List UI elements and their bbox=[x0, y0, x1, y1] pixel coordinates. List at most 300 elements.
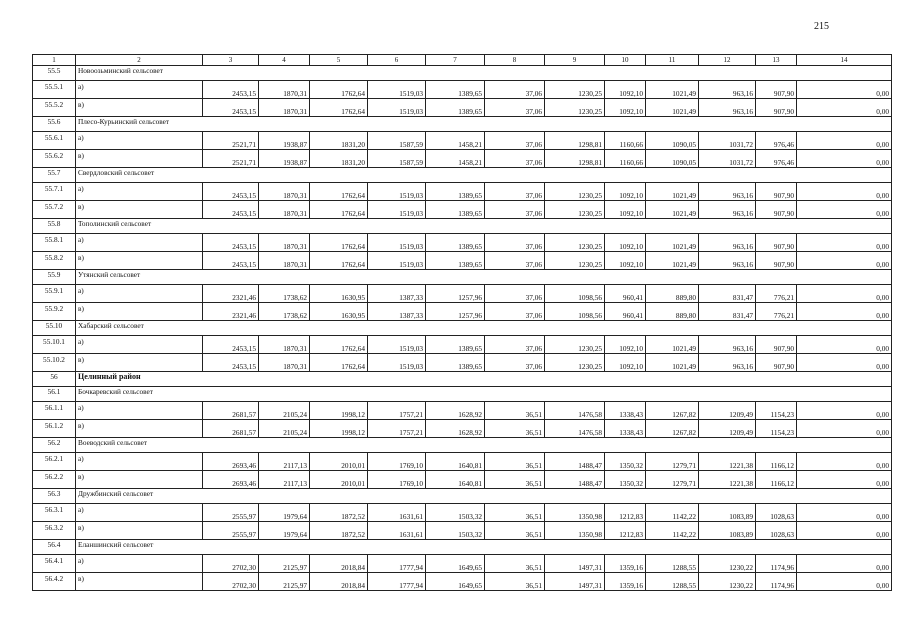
value-cell: 37,06 bbox=[485, 99, 545, 117]
value-cell: 1021,49 bbox=[646, 81, 699, 99]
value-cell: 2018,84 bbox=[310, 555, 368, 573]
value-cell: 1649,65 bbox=[426, 555, 485, 573]
value-cell: 1872,52 bbox=[310, 522, 368, 540]
value-cell: 1350,32 bbox=[605, 471, 646, 489]
value-cell: 907,90 bbox=[756, 252, 797, 270]
value-cell: 1640,81 bbox=[426, 471, 485, 489]
value-cell: 1257,96 bbox=[426, 303, 485, 321]
value-cell: 1762,64 bbox=[310, 252, 368, 270]
value-cell: 1090,05 bbox=[646, 132, 699, 150]
row-label: в) bbox=[76, 150, 203, 168]
value-cell: 0,00 bbox=[797, 420, 892, 438]
value-cell: 2453,15 bbox=[203, 354, 259, 372]
table-row bbox=[33, 354, 892, 372]
row-label: в) bbox=[76, 354, 203, 372]
section-row bbox=[33, 219, 892, 234]
value-cell: 1631,61 bbox=[368, 504, 426, 522]
section-name: Еланшинский сельсовет bbox=[76, 540, 892, 555]
value-cell: 1458,21 bbox=[426, 132, 485, 150]
row-code: 55.6.2 bbox=[33, 150, 76, 168]
value-cell: 1389,65 bbox=[426, 252, 485, 270]
value-cell: 1092,10 bbox=[605, 234, 646, 252]
row-code: 55.8.1 bbox=[33, 234, 76, 252]
value-cell: 1092,10 bbox=[605, 99, 646, 117]
value-cell: 2117,13 bbox=[259, 453, 310, 471]
value-cell: 0,00 bbox=[797, 132, 892, 150]
value-cell: 2125,97 bbox=[259, 555, 310, 573]
value-cell: 0,00 bbox=[797, 234, 892, 252]
value-cell: 1288,55 bbox=[646, 555, 699, 573]
value-cell: 1519,03 bbox=[368, 234, 426, 252]
row-code: 55.10.1 bbox=[33, 336, 76, 354]
section-name: Свердловский сельсовет bbox=[76, 168, 892, 183]
value-cell: 37,06 bbox=[485, 234, 545, 252]
value-cell: 2453,15 bbox=[203, 81, 259, 99]
value-cell: 1154,23 bbox=[756, 420, 797, 438]
value-cell: 0,00 bbox=[797, 183, 892, 201]
value-cell: 2453,15 bbox=[203, 234, 259, 252]
value-cell: 2018,84 bbox=[310, 573, 368, 591]
table-body bbox=[33, 66, 892, 591]
value-cell: 963,16 bbox=[699, 201, 756, 219]
value-cell: 1979,64 bbox=[259, 522, 310, 540]
value-cell: 1142,22 bbox=[646, 522, 699, 540]
value-cell: 1257,96 bbox=[426, 285, 485, 303]
value-cell: 1098,56 bbox=[545, 285, 605, 303]
district-row bbox=[33, 372, 892, 387]
value-cell: 1630,95 bbox=[310, 285, 368, 303]
row-code: 55.7.1 bbox=[33, 183, 76, 201]
value-cell: 1021,49 bbox=[646, 183, 699, 201]
value-cell: 1519,03 bbox=[368, 336, 426, 354]
row-label: в) bbox=[76, 573, 203, 591]
value-cell: 1350,98 bbox=[545, 522, 605, 540]
value-cell: 1230,25 bbox=[545, 201, 605, 219]
value-cell: 1628,92 bbox=[426, 420, 485, 438]
value-cell: 0,00 bbox=[797, 402, 892, 420]
value-cell: 1769,10 bbox=[368, 471, 426, 489]
value-cell: 0,00 bbox=[797, 81, 892, 99]
value-cell: 1938,87 bbox=[259, 150, 310, 168]
value-cell: 907,90 bbox=[756, 354, 797, 372]
value-cell: 1221,38 bbox=[699, 471, 756, 489]
value-cell: 1021,49 bbox=[646, 201, 699, 219]
value-cell: 1519,03 bbox=[368, 99, 426, 117]
value-cell: 1870,31 bbox=[259, 354, 310, 372]
value-cell: 2010,01 bbox=[310, 471, 368, 489]
row-code: 55.9.2 bbox=[33, 303, 76, 321]
row-label: а) bbox=[76, 453, 203, 471]
value-cell: 1870,31 bbox=[259, 201, 310, 219]
value-cell: 960,41 bbox=[605, 285, 646, 303]
column-header: 4 bbox=[259, 55, 310, 66]
section-code: 55.6 bbox=[33, 117, 76, 132]
value-cell: 1279,71 bbox=[646, 453, 699, 471]
value-cell: 1488,47 bbox=[545, 471, 605, 489]
value-cell: 2681,57 bbox=[203, 420, 259, 438]
value-cell: 1389,65 bbox=[426, 99, 485, 117]
value-cell: 1021,49 bbox=[646, 354, 699, 372]
value-cell: 1092,10 bbox=[605, 354, 646, 372]
section-code: 55.5 bbox=[33, 66, 76, 81]
value-cell: 36,51 bbox=[485, 522, 545, 540]
table-row bbox=[33, 201, 892, 219]
table-row bbox=[33, 402, 892, 420]
value-cell: 0,00 bbox=[797, 336, 892, 354]
value-cell: 1979,64 bbox=[259, 504, 310, 522]
value-cell: 1640,81 bbox=[426, 453, 485, 471]
value-cell: 907,90 bbox=[756, 336, 797, 354]
value-cell: 1762,64 bbox=[310, 183, 368, 201]
row-label: в) bbox=[76, 252, 203, 270]
value-cell: 37,06 bbox=[485, 81, 545, 99]
value-cell: 1458,21 bbox=[426, 150, 485, 168]
row-label: в) bbox=[76, 201, 203, 219]
table-row bbox=[33, 234, 892, 252]
value-cell: 0,00 bbox=[797, 522, 892, 540]
row-label: в) bbox=[76, 522, 203, 540]
district-code: 56 bbox=[33, 372, 76, 387]
column-header: 7 bbox=[426, 55, 485, 66]
value-cell: 1021,49 bbox=[646, 336, 699, 354]
value-cell: 907,90 bbox=[756, 234, 797, 252]
value-cell: 1021,49 bbox=[646, 252, 699, 270]
value-cell: 907,90 bbox=[756, 183, 797, 201]
row-code: 56.4.1 bbox=[33, 555, 76, 573]
row-label: в) bbox=[76, 99, 203, 117]
section-row bbox=[33, 387, 892, 402]
value-cell: 1762,64 bbox=[310, 81, 368, 99]
table-row bbox=[33, 303, 892, 321]
section-code: 55.7 bbox=[33, 168, 76, 183]
row-code: 55.8.2 bbox=[33, 252, 76, 270]
value-cell: 1092,10 bbox=[605, 252, 646, 270]
column-header: 1 bbox=[33, 55, 76, 66]
value-cell: 1831,20 bbox=[310, 150, 368, 168]
value-cell: 1350,98 bbox=[545, 504, 605, 522]
value-cell: 1387,33 bbox=[368, 285, 426, 303]
value-cell: 1160,66 bbox=[605, 132, 646, 150]
value-cell: 1209,49 bbox=[699, 402, 756, 420]
section-name: Хабарский сельсовет bbox=[76, 321, 892, 336]
row-code: 55.10.2 bbox=[33, 354, 76, 372]
value-cell: 37,06 bbox=[485, 285, 545, 303]
value-cell: 1359,16 bbox=[605, 573, 646, 591]
value-cell: 1160,66 bbox=[605, 150, 646, 168]
row-code: 55.9.1 bbox=[33, 285, 76, 303]
value-cell: 1267,82 bbox=[646, 402, 699, 420]
value-cell: 1166,12 bbox=[756, 453, 797, 471]
value-cell: 2681,57 bbox=[203, 402, 259, 420]
row-label: а) bbox=[76, 183, 203, 201]
value-cell: 1098,56 bbox=[545, 303, 605, 321]
row-label: а) bbox=[76, 555, 203, 573]
value-cell: 1757,21 bbox=[368, 402, 426, 420]
table-row bbox=[33, 504, 892, 522]
value-cell: 907,90 bbox=[756, 201, 797, 219]
value-cell: 963,16 bbox=[699, 234, 756, 252]
value-cell: 0,00 bbox=[797, 471, 892, 489]
value-cell: 1488,47 bbox=[545, 453, 605, 471]
value-cell: 963,16 bbox=[699, 183, 756, 201]
row-code: 56.2.2 bbox=[33, 471, 76, 489]
value-cell: 1230,25 bbox=[545, 354, 605, 372]
value-cell: 1338,43 bbox=[605, 420, 646, 438]
value-cell: 963,16 bbox=[699, 354, 756, 372]
row-code: 55.7.2 bbox=[33, 201, 76, 219]
value-cell: 1021,49 bbox=[646, 234, 699, 252]
table-row bbox=[33, 453, 892, 471]
section-name: Плесо-Курьинский сельсовет bbox=[76, 117, 892, 132]
value-cell: 1298,81 bbox=[545, 150, 605, 168]
value-cell: 1230,25 bbox=[545, 252, 605, 270]
value-cell: 2693,46 bbox=[203, 471, 259, 489]
value-cell: 963,16 bbox=[699, 252, 756, 270]
value-cell: 1031,72 bbox=[699, 132, 756, 150]
column-header: 9 bbox=[545, 55, 605, 66]
value-cell: 776,21 bbox=[756, 303, 797, 321]
value-cell: 0,00 bbox=[797, 354, 892, 372]
section-row bbox=[33, 168, 892, 183]
value-cell: 1230,25 bbox=[545, 234, 605, 252]
section-row bbox=[33, 489, 892, 504]
value-cell: 1757,21 bbox=[368, 420, 426, 438]
value-cell: 1631,61 bbox=[368, 522, 426, 540]
value-cell: 36,51 bbox=[485, 555, 545, 573]
value-cell: 1174,96 bbox=[756, 573, 797, 591]
table-header bbox=[33, 55, 892, 66]
value-cell: 1221,38 bbox=[699, 453, 756, 471]
value-cell: 2453,15 bbox=[203, 99, 259, 117]
value-cell: 2702,30 bbox=[203, 555, 259, 573]
row-label: а) bbox=[76, 336, 203, 354]
value-cell: 0,00 bbox=[797, 99, 892, 117]
value-cell: 1212,83 bbox=[605, 504, 646, 522]
value-cell: 2702,30 bbox=[203, 573, 259, 591]
value-cell: 963,16 bbox=[699, 99, 756, 117]
value-cell: 2105,24 bbox=[259, 402, 310, 420]
section-code: 56.4 bbox=[33, 540, 76, 555]
value-cell: 1476,58 bbox=[545, 420, 605, 438]
value-cell: 1762,64 bbox=[310, 99, 368, 117]
section-name: Воеводский сельсовет bbox=[76, 438, 892, 453]
value-cell: 1389,65 bbox=[426, 183, 485, 201]
value-cell: 2521,71 bbox=[203, 150, 259, 168]
row-label: а) bbox=[76, 402, 203, 420]
value-cell: 1503,32 bbox=[426, 522, 485, 540]
value-cell: 1028,63 bbox=[756, 522, 797, 540]
value-cell: 36,51 bbox=[485, 453, 545, 471]
value-cell: 2555,97 bbox=[203, 522, 259, 540]
value-cell: 37,06 bbox=[485, 354, 545, 372]
value-cell: 1649,65 bbox=[426, 573, 485, 591]
value-cell: 1389,65 bbox=[426, 354, 485, 372]
row-code: 56.1.2 bbox=[33, 420, 76, 438]
value-cell: 1628,92 bbox=[426, 402, 485, 420]
value-cell: 831,47 bbox=[699, 285, 756, 303]
table-row bbox=[33, 522, 892, 540]
value-cell: 976,46 bbox=[756, 132, 797, 150]
value-cell: 1083,89 bbox=[699, 504, 756, 522]
value-cell: 36,51 bbox=[485, 420, 545, 438]
value-cell: 1288,55 bbox=[646, 573, 699, 591]
value-cell: 37,06 bbox=[485, 201, 545, 219]
column-header: 5 bbox=[310, 55, 368, 66]
section-row bbox=[33, 66, 892, 81]
value-cell: 1092,10 bbox=[605, 81, 646, 99]
section-code: 56.2 bbox=[33, 438, 76, 453]
value-cell: 0,00 bbox=[797, 201, 892, 219]
value-cell: 1872,52 bbox=[310, 504, 368, 522]
value-cell: 1142,22 bbox=[646, 504, 699, 522]
value-cell: 1389,65 bbox=[426, 234, 485, 252]
section-code: 55.9 bbox=[33, 270, 76, 285]
value-cell: 2693,46 bbox=[203, 453, 259, 471]
value-cell: 1298,81 bbox=[545, 132, 605, 150]
value-cell: 1587,59 bbox=[368, 150, 426, 168]
value-cell: 1630,95 bbox=[310, 303, 368, 321]
value-cell: 2321,46 bbox=[203, 303, 259, 321]
row-code: 56.4.2 bbox=[33, 573, 76, 591]
value-cell: 2105,24 bbox=[259, 420, 310, 438]
section-name: Дружбинский сельсовет bbox=[76, 489, 892, 504]
column-header: 6 bbox=[368, 55, 426, 66]
value-cell: 1777,94 bbox=[368, 555, 426, 573]
row-label: а) bbox=[76, 285, 203, 303]
value-cell: 2453,15 bbox=[203, 336, 259, 354]
value-cell: 2453,15 bbox=[203, 252, 259, 270]
section-name: Новоозьминский сельсовет bbox=[76, 66, 892, 81]
value-cell: 1230,25 bbox=[545, 99, 605, 117]
value-cell: 2453,15 bbox=[203, 201, 259, 219]
value-cell: 1497,31 bbox=[545, 573, 605, 591]
table-row bbox=[33, 555, 892, 573]
value-cell: 1587,59 bbox=[368, 132, 426, 150]
value-cell: 0,00 bbox=[797, 555, 892, 573]
value-cell: 1762,64 bbox=[310, 234, 368, 252]
section-code: 56.3 bbox=[33, 489, 76, 504]
value-cell: 1338,43 bbox=[605, 402, 646, 420]
value-cell: 1519,03 bbox=[368, 201, 426, 219]
table-row bbox=[33, 420, 892, 438]
value-cell: 0,00 bbox=[797, 252, 892, 270]
value-cell: 2321,46 bbox=[203, 285, 259, 303]
value-cell: 1870,31 bbox=[259, 183, 310, 201]
value-cell: 1389,65 bbox=[426, 81, 485, 99]
value-cell: 1519,03 bbox=[368, 252, 426, 270]
value-cell: 37,06 bbox=[485, 132, 545, 150]
column-header: 13 bbox=[756, 55, 797, 66]
section-code: 55.8 bbox=[33, 219, 76, 234]
section-row bbox=[33, 321, 892, 336]
section-name: Тополинский сельсовет bbox=[76, 219, 892, 234]
row-label: а) bbox=[76, 504, 203, 522]
value-cell: 37,06 bbox=[485, 150, 545, 168]
value-cell: 0,00 bbox=[797, 573, 892, 591]
section-name: Утянский сельсовет bbox=[76, 270, 892, 285]
value-cell: 1350,32 bbox=[605, 453, 646, 471]
value-cell: 1762,64 bbox=[310, 354, 368, 372]
value-cell: 1738,62 bbox=[259, 303, 310, 321]
value-cell: 907,90 bbox=[756, 81, 797, 99]
column-header: 12 bbox=[699, 55, 756, 66]
column-header: 10 bbox=[605, 55, 646, 66]
row-code: 55.5.1 bbox=[33, 81, 76, 99]
row-code: 56.3.2 bbox=[33, 522, 76, 540]
value-cell: 1083,89 bbox=[699, 522, 756, 540]
section-code: 55.10 bbox=[33, 321, 76, 336]
value-cell: 907,90 bbox=[756, 99, 797, 117]
row-label: а) bbox=[76, 81, 203, 99]
section-name: Бочкаревский сельсовет bbox=[76, 387, 892, 402]
value-cell: 1831,20 bbox=[310, 132, 368, 150]
value-cell: 1519,03 bbox=[368, 183, 426, 201]
value-cell: 1762,64 bbox=[310, 201, 368, 219]
row-code: 56.2.1 bbox=[33, 453, 76, 471]
table-row bbox=[33, 81, 892, 99]
section-row bbox=[33, 438, 892, 453]
value-cell: 37,06 bbox=[485, 183, 545, 201]
value-cell: 963,16 bbox=[699, 336, 756, 354]
value-cell: 831,47 bbox=[699, 303, 756, 321]
value-cell: 1738,62 bbox=[259, 285, 310, 303]
value-cell: 1762,64 bbox=[310, 336, 368, 354]
column-header: 11 bbox=[646, 55, 699, 66]
row-label: а) bbox=[76, 234, 203, 252]
page-number: 215 bbox=[814, 21, 829, 32]
column-number-row bbox=[33, 55, 892, 66]
value-cell: 1090,05 bbox=[646, 150, 699, 168]
value-cell: 776,21 bbox=[756, 285, 797, 303]
value-cell: 1230,25 bbox=[545, 183, 605, 201]
value-cell: 1267,82 bbox=[646, 420, 699, 438]
value-cell: 1870,31 bbox=[259, 234, 310, 252]
value-cell: 1212,83 bbox=[605, 522, 646, 540]
value-cell: 1279,71 bbox=[646, 471, 699, 489]
value-cell: 1230,22 bbox=[699, 555, 756, 573]
value-cell: 2010,01 bbox=[310, 453, 368, 471]
value-cell: 1166,12 bbox=[756, 471, 797, 489]
row-code: 56.1.1 bbox=[33, 402, 76, 420]
value-cell: 1031,72 bbox=[699, 150, 756, 168]
value-cell: 1389,65 bbox=[426, 201, 485, 219]
value-cell: 1870,31 bbox=[259, 252, 310, 270]
value-cell: 1021,49 bbox=[646, 99, 699, 117]
district-name: Целинный район bbox=[76, 372, 892, 387]
table-row bbox=[33, 285, 892, 303]
value-cell: 1998,12 bbox=[310, 420, 368, 438]
value-cell: 976,46 bbox=[756, 150, 797, 168]
value-cell: 36,51 bbox=[485, 504, 545, 522]
value-cell: 889,80 bbox=[646, 303, 699, 321]
value-cell: 1870,31 bbox=[259, 99, 310, 117]
value-cell: 1998,12 bbox=[310, 402, 368, 420]
value-cell: 889,80 bbox=[646, 285, 699, 303]
value-cell: 1503,32 bbox=[426, 504, 485, 522]
value-cell: 1230,25 bbox=[545, 81, 605, 99]
value-cell: 2117,13 bbox=[259, 471, 310, 489]
value-cell: 1769,10 bbox=[368, 453, 426, 471]
value-cell: 36,51 bbox=[485, 573, 545, 591]
row-code: 56.3.1 bbox=[33, 504, 76, 522]
row-label: в) bbox=[76, 303, 203, 321]
row-code: 55.6.1 bbox=[33, 132, 76, 150]
value-cell: 960,41 bbox=[605, 303, 646, 321]
table-row bbox=[33, 99, 892, 117]
table-row bbox=[33, 183, 892, 201]
row-label: в) bbox=[76, 420, 203, 438]
value-cell: 0,00 bbox=[797, 150, 892, 168]
